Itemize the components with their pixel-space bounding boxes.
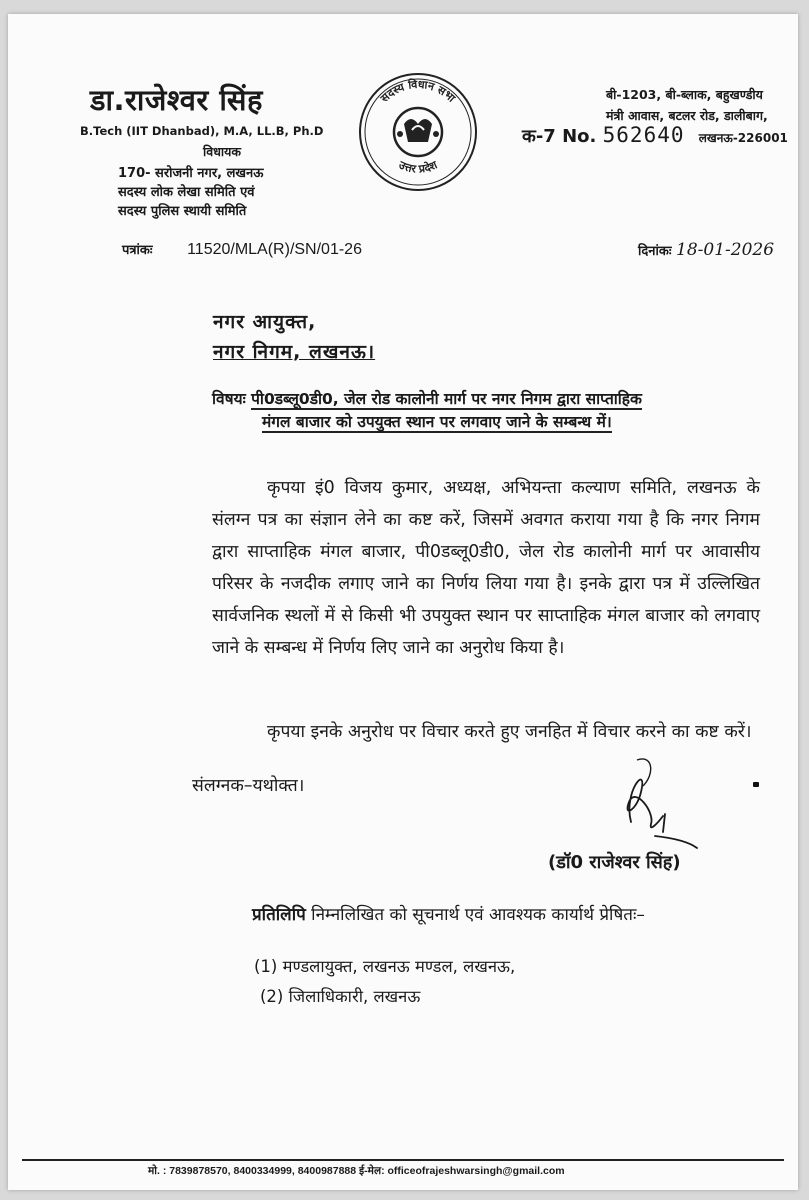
copy-text: निम्नलिखित को सूचनार्थ एवं आवश्यक कार्यार्थ प्रेषितः–	[311, 905, 645, 925]
subject-block	[212, 388, 772, 434]
city-pin: लखनऊ-226001	[698, 131, 788, 145]
reference-label: पत्रांकः	[122, 243, 153, 258]
subject-label: विषयः	[212, 390, 246, 408]
copy-heading	[252, 902, 645, 925]
subject-line-2: मंगल बाजार को उपयुक्त स्थान पर लगवाए जाने के सम्बन्ध में।	[262, 413, 612, 431]
body-paragraph-1-text: कृपया इं0 विजय कुमार, अध्यक्ष, अभियन्ता कल्याण समिति, लखनऊ के संलग्न पत्र का संज्ञान लेने का कष्ट करें, जिसमें अवगत कराया गया है कि नगर निगम द्वारा साप्ताहिक मंगल बाजार, पी0डब्लू0डी0, जेल रोड कालोनी मार्ग पर आवासीय परिसर के नजदीक लगाए जाने का निर्णय लिया गया है। इनके द्वारा पत्र में उल्लिखित सार्वजनिक स्थलों में से किसी भी उपयुक्त स्थान पर साप्ताहिक मंगल बाजार को लगवाए जाने के सम्बन्ध में निर्णय लिए जाने का अनुरोध किया है।	[212, 478, 760, 658]
letterhead-constituency: 170- सरोजनी नगर, लखनऊ	[118, 166, 264, 181]
date-label: दिनांकः	[638, 244, 672, 259]
reference-block	[122, 240, 362, 259]
copy-list	[254, 952, 515, 1012]
addressee-line-2: नगर निगम, लखनऊ।	[213, 341, 376, 363]
letterhead-name: डा.राजेश्वर सिंह	[90, 83, 263, 117]
enclosure-note: संलग्नक–यथोक्त।	[192, 776, 305, 796]
body-paragraph-2	[212, 716, 760, 748]
assembly-seal-icon	[356, 70, 480, 194]
reference-number: 11520/MLA(R)/SN/01-26	[187, 241, 362, 258]
subject-line-1: पी0डब्लू0डी0, जेल रोड कालोनी मार्ग पर नगर निगम द्वारा साप्ताहिक	[251, 390, 642, 408]
list-item: (2) जिलाधिकारी, लखनऊ	[260, 987, 421, 1006]
serial-number-block	[522, 123, 788, 148]
letterhead-committees	[118, 164, 263, 221]
date-block	[638, 240, 774, 260]
address-line-2: मंत्री आवास, बटलर रोड, डालीबाग,	[606, 108, 768, 123]
letterhead-address	[606, 84, 768, 126]
letterhead-committee-2: सदस्य पुलिस स्थायी समिति	[118, 204, 247, 219]
letterhead-committee-1: सदस्य लोक लेखा समिति एवं	[118, 185, 255, 200]
handwritten-signature	[593, 752, 703, 862]
body-paragraph-1	[212, 472, 760, 664]
addressee-block	[213, 307, 375, 367]
footer-contact: मो. : 7839878570, 8400334999, 8400987888 ई-मेल: officeofrajeshwarsingh@gmail.com	[148, 1165, 565, 1177]
serial-number: 562640	[602, 123, 685, 147]
copy-label: प्रतिलिपि	[252, 905, 306, 925]
footer-divider	[22, 1159, 784, 1161]
letter-page	[8, 14, 798, 1190]
svg-text:उत्तर प्रदेश	[396, 158, 440, 176]
ink-mark	[753, 782, 759, 787]
seal-bottom-text: उत्तर प्रदेश	[396, 158, 440, 176]
signatory-name: (डॉ0 राजेश्वर सिंह)	[548, 852, 681, 873]
date-value: 18-01-2026	[676, 240, 775, 260]
body-paragraph-2-text: कृपया इनके अनुरोध पर विचार करते हुए जनहित में विचार करने का कष्ट करें।	[267, 722, 752, 742]
seal-top-text: सदस्य विधान सभा	[378, 77, 458, 105]
list-item: (1) मण्डलायुक्त, लखनऊ मण्डल, लखनऊ,	[254, 957, 516, 976]
address-line-1: बी-1203, बी-ब्लाक, बहुखण्डीय	[606, 87, 763, 102]
letterhead-designation: विधायक	[203, 144, 241, 159]
addressee-line-1: नगर आयुक्त,	[213, 311, 317, 333]
letterhead-qualifications: B.Tech (IIT Dhanbad), M.A, LL.B, Ph.D	[80, 124, 324, 138]
serial-prefix: क-7 No.	[522, 126, 597, 147]
